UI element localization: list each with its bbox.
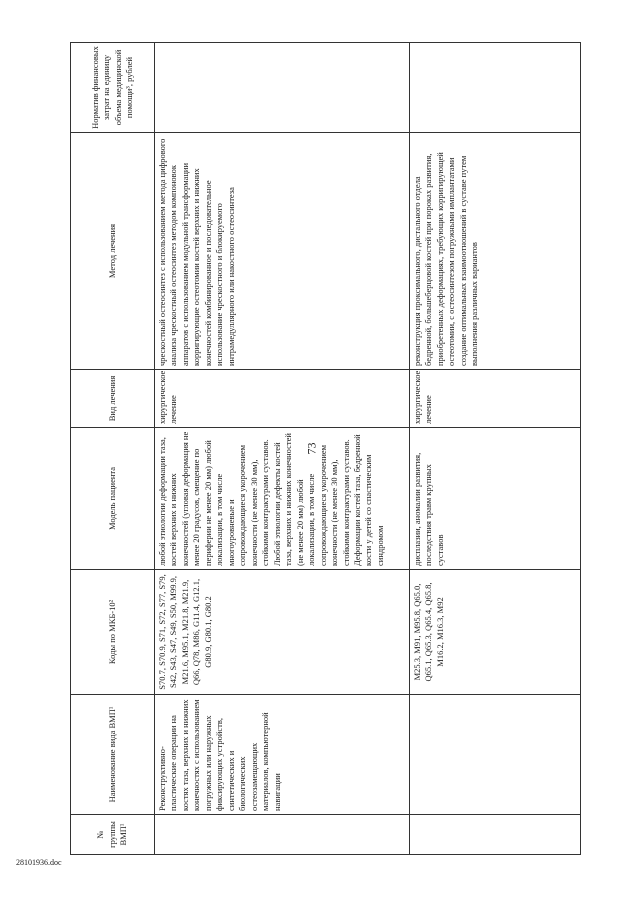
cell-vmp-name: [410, 695, 581, 815]
cell-icd-codes: M25.3, M91, M95.8, Q65.0, Q65.1, Q65.3, Q65.4, Q65.8, M16.2, M16.3, M92: [410, 570, 581, 695]
table-row: [155, 43, 410, 855]
header-vmp-name: Наименование вида ВМП¹: [71, 695, 155, 815]
vmp-table: [70, 42, 581, 855]
header-treatment-type: Вид лечения: [71, 370, 155, 428]
cell-cost-norm: [155, 43, 410, 133]
header-treatment-method: Метод лечения: [71, 133, 155, 370]
cell-treatment-method: реконструкция проксимального, дистального отдела бедренной, большеберцовой костей при пороках развития, приобретенных деформациях, требующих корригирующей остеотомии, с остеосинтезом погружными имплантатами создание оптимальных взаимоотношений в суставе путем выполнения различных вариантов: [410, 133, 581, 370]
header-group-no: № группы ВМП¹: [71, 815, 155, 855]
header-patient-model: Модель пациента: [71, 428, 155, 570]
cell-cost-norm: [410, 43, 581, 133]
page-number: 73: [304, 442, 319, 455]
cell-vmp-name: Реконструктивно-пластические операции на костях таза, верхних и нижних конечностях с использованием погружных или наружных фиксирующих устройств, синтетических и биологических остеозамещающих материалов, компьютерной навигации: [155, 695, 410, 815]
table-header-row: [71, 43, 155, 855]
cell-patient-model: любой этиологии деформации таза, костей верхних и нижних конечностей (угловая деформация не менее 20 градусов, смещение по периферии не менее 20 мм) любой локализации, в том числе многоуровневые и сопровождающиеся укорочением конечности (не менее 30 мм), стойкими контрактурами суставов. Любой этиологии дефекты костей таза, верхних и нижних конечностей (не менее 20 мм) любой локализации, в том числе сопровождающиеся укорочением конечности (не менее 30 мм), стойкими контрактурами суставов. Деформации костей таза, бедренной кости у детей со спастическим синдромом: [155, 428, 410, 570]
cell-treatment-method: чрескостный остеосинтез с использованием метода цифрового анализа чрескостный остеосинтез методом компоновок аппаратов с использованием модульной трансформации корригирующие остеотомии костей верхних и нижних конечностей комбинированное и последовательное использование чрескостного и блокируемого интрамедуллярного или накостного остеосинтеза: [155, 133, 410, 370]
cell-icd-codes: S70.7, S70.9, S71, S72, S77, S79, S42, S43, S47, S49, S50, M99.9, M21.6, M95.1, M21.8, M21.9, Q66, Q78, M86, G11.4, G12.1, G80.9, G80.1, G80.2: [155, 570, 410, 695]
cell-treatment-type: хирургическое лечение: [410, 370, 581, 428]
document-id: 28101936.doc: [16, 858, 62, 867]
cell-patient-model: дисплазии, аномалии развития, последствия травм крупных суставов: [410, 428, 581, 570]
cell-group-no: [410, 815, 581, 855]
header-icd-codes: Коды по МКБ-10²: [71, 570, 155, 695]
cell-treatment-type: хирургическое лечение: [155, 370, 410, 428]
table-row: [410, 43, 581, 855]
rotated-table-wrapper: [70, 43, 580, 855]
header-cost-norm: Норматив финансовых затрат на единицу объема медицинской помощи³, рублей: [71, 43, 155, 133]
cell-group-no: [155, 815, 410, 855]
